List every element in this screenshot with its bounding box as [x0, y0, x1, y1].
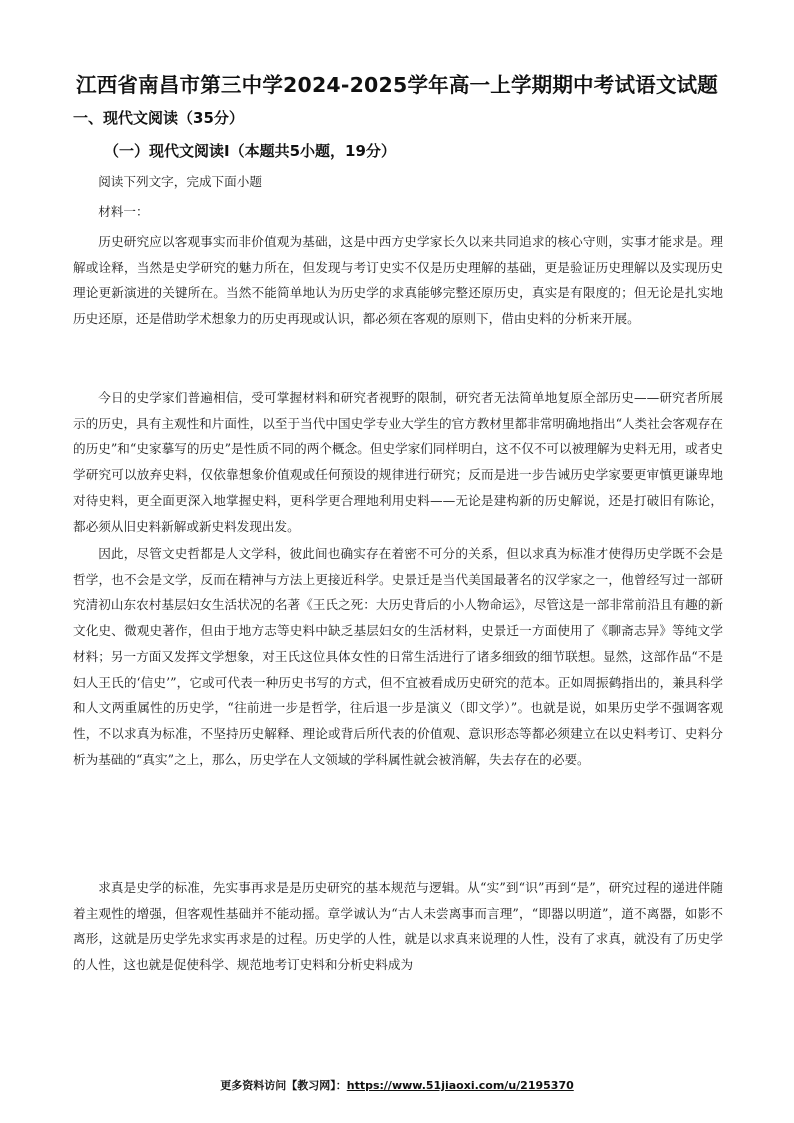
page-footer — [0, 1077, 794, 1093]
reading-instruction: 阅读下列文字，完成下面小题 — [98, 174, 262, 189]
footer-link[interactable]: https://www.51jiaoxi.com/u/2195370 — [346, 1079, 574, 1092]
document-title: 江西省南昌市第三中学2024-2025学年高一上学期期中考试语文试题 — [76, 73, 718, 97]
paragraph: 历史研究应以客观事实而非价值观为基础，这是中西方史学家长久以来共同追求的核心守则，实事才能求是。理解或诠释，当然是史学研究的魅力所在，但发现与考订史实不仅是历史理解的基础，更是验证历史理解以及实现历史理论更新演进的关键所在。当然不能简单地认为历史学的求真能够完整还原历史，真实是有限度的；但无论是扎实地历史还原，还是借助学术想象力的历史再现或认识，都必须在客观的原则下，借由史料的分析来开展。 — [73, 234, 723, 327]
sub-section-heading: （一）现代文阅读Ⅰ（本题共5小题，19分） — [104, 142, 396, 160]
paragraph: 因此，尽管文史哲都是人文学科，彼此间也确实存在着密不可分的关系，但以求真为标准才使得历史学既不会是哲学，也不会是文学，反而在精神与方法上更接近科学。史景迁是当代美国最著名的汉学家之一，他曾经写过一部研究清初山东农村基层妇女生活状况的名著《王氏之死：大历史背后的小人物命运》，尽管这是一部非常前沿且有趣的新文化史、微观史著作，但由于地方志等史料中缺乏基层妇女的生活材料，史景迁一方面使用了《聊斋志异》等纯文学材料；另一方面又发挥文学想象，对王氏这位具体女性的日常生活进行了诸多细致的细节联想。显然，这部作品“不是妇人王氏的‘信史’”，它或可代表一种历史书写的方式，但不宜被看成历史研究的范本。正如周振鹤指出的，兼具科学和人文两重属性的历史学，“往前进一步是哲学，往后退一步是演义（即文学）”。也就是说，如果历史学不强调客观性，不以求真为标准，不坚持历史解释、理论或背后所代表的价值观、意识形态等都必须建立在以史料考订、史料分析为基础的“真实”之上，那么，历史学在人文领域的学科属性就会被消解，失去存在的必要。 — [73, 546, 723, 767]
section-heading: 一、现代文阅读（35分） — [73, 109, 244, 127]
material-label: 材料一： — [98, 204, 149, 219]
paragraph: 今日的史学家们普遍相信，受可掌握材料和研究者视野的限制，研究者无法简单地复原全部历史——研究者所展示的历史，具有主观性和片面性，以至于当代中国史学专业大学生的官方教材里都非常明确地指出“人类社会客观存在的历史”和“史家摹写的历史”是性质不同的两个概念。但史学家们同样明白，这不仅不可以被理解为史料无用，或者史学研究可以放弃史料，仅依靠想象价值观或任何预设的规律进行研究；反而是进一步告诫历史学家要更审慎更谦卑地对待史料，更全面更深入地掌握史料，更科学更合理地利用史料——无论是建构新的历史解说，还是打破旧有陈论，都必须从旧史料新解或新史料发现出发。 — [73, 390, 723, 534]
footer-prefix: 更多资料访问【教习网】： — [220, 1079, 347, 1092]
paragraph: 求真是史学的标准，先实事再求是是历史研究的基本规范与逻辑。从“实”到“识”再到“是”，研究过程的递进伴随着主观性的增强，但客观性基础并不能动摇。章学诚认为“古人未尝离事而言理”，“即器以明道”，道不离器，如影不离形，这就是历史学先求实再求是的过程。历史学的人性，就是以求真来说理的人性，没有了求真，就没有了历史学的人性，这也就是促使科学、规范地考订史料和分析史料成为 — [73, 880, 723, 973]
